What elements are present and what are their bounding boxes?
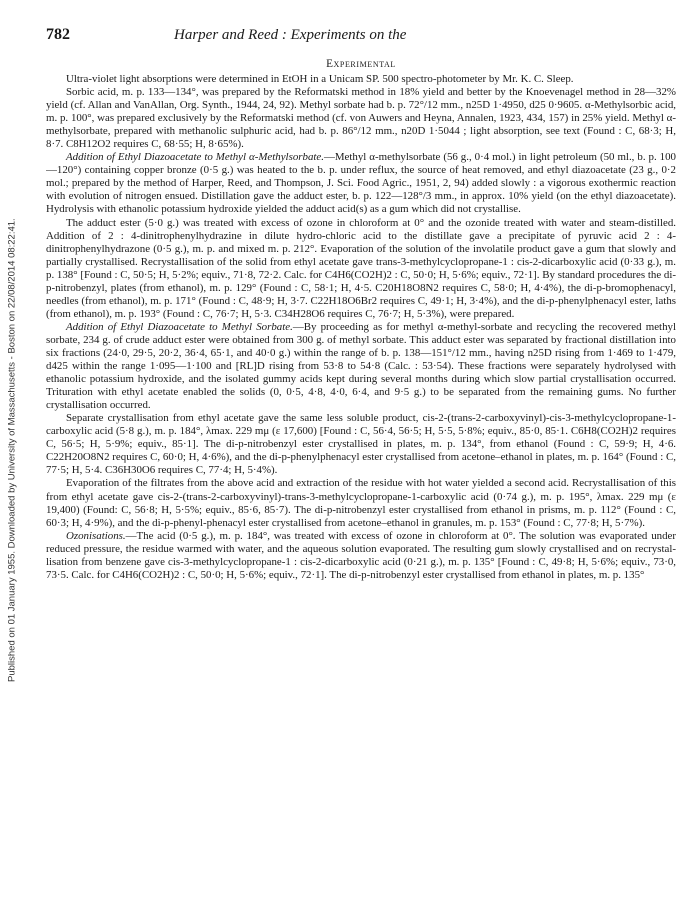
section-body xyxy=(46,73,676,582)
paragraph-lead: Addition of Ethyl Diazoacetate to Methyl α-Methylsorbate. xyxy=(66,151,324,164)
paragraph-text: Ultra-violet light absorptions were determined in EtOH in a Unicam SP. 500 spectro-photometer by Mr. K. C. Sleep. xyxy=(66,73,574,85)
paragraph xyxy=(46,217,676,321)
paragraph-lead: Ozonisations. xyxy=(66,529,126,542)
page-header xyxy=(46,26,676,44)
download-side-note: Published on 01 January 1955. Downloaded by University of Massachusetts - Boston on 22/08/2014 08:22:41. xyxy=(6,218,18,682)
paragraph-text: —By proceeding as for methyl α-methyl-sorbate and recycling the recovered methyl sorbate, 234 g. of crude adduct ester were obtained from 300 g. of methyl sorbate. This adduct ester was separated by fractional distillation into six fractions (24·0, 29·5, 20·2, 36·4, 65·1, and 40·0 g.) within the range of b. p. 138—151°/12 mm., having n25D rising from 1·469 to 1·479, d425 within the range 1·095—1·100 and [RL]D rising from 53·8 to 54·8 (Calc. : 53·54). These fractions were separately hydrolysed with ethanolic potassium hydroxide, and the isolated gummy acids kept during several months during which slow partial crystallisation occurred. Trituration with ethyl acetate enabled the solids (0, 0·5, 4·8, 4·0, 6·4, and 9·5 g.) to be separated from the remaining gums. No further crystallisation occurred. xyxy=(46,320,676,412)
paragraph-text: Evaporation of the filtrates from the above acid and extraction of the residue with hot water yielded a second acid. Recrystallisation of this from ethyl acetate gave cis-2-(trans-2-carboxyvinyl)-trans-3-methylcyclopropane-1-carboxylic acid (0·74 g.), m. p. 195°, λmax. 229 mμ (ε 19,400) (Found: C, 56·8; H, 5·5%; equiv., 85·6, 85·7). The di-p-nitrobenzyl ester crystallised from ethanol in prisms, m. p. 112° (Found : C, 60·3; H, 4·9%), and the di-p-phenyl-phenacyl ester crystallised from acetone–ethanol in granules, m. p. 153° (Found : C, 77·8; H, 5·7%). xyxy=(46,477,676,529)
paragraph xyxy=(46,321,676,412)
paragraph-text: Sorbic acid, m. p. 133—134°, was prepared by the Reformatski method in 18% yield and better by the Knoevenagel method in 28—32% yield (cf. Allan and VanAllan, Org. Synth., 1944, 24, 92). Methyl sorbate had b. p. 72°/12 mm., n25D 1·4950, d25 0·9605. α-Methylsorbic acid, m. p. 100°, was prepared exclusively by the Reformatski method (cf. von Auwers and Heyna, Annalen, 1923, 434, 157) in 25% yield. Methyl α-methylsorbate, prepared with methanolic sulphuric acid, had b. p. 86°/12 mm., n20D 1·5044 ; light absorption, see text (Found : C, 68·3; H, 8·7. C8H12O2 requires C, 68·55; H, 8·65%). xyxy=(46,86,676,151)
paragraph-text: Separate crystallisation from ethyl acetate gave the same less soluble product, cis-2-(trans-2-carboxyvinyl)-cis-3-methylcyclopropane-1-carboxylic acid (5·8 g.), m. p. 184°, λmax. 229 mμ (ε 17,600) [Found : C, 56·4, 56·5; H, 5·5, 5·8%; equiv., 85·0, 85·1. C6H8(CO2H)2 requires C, 56·5; H, 5·9%; equiv., 85·1]. The di-p-nitrobenzyl ester crystallised in plates, m. p. 134°, from ethanol (Found : C, 59·9; H, 4·6. C22H20O8N2 requires C, 60·0; H, 4·6%), and the di-p-phenylphenacyl ester crystallised from acetone–ethanol in plates, m. p. 164° (Found : C, 77·5; H, 5·4. C36H30O6 requires C, 77·4; H, 5·4%). xyxy=(46,412,676,477)
paragraph-text: The adduct ester (5·0 g.) was treated with excess of ozone in chloroform at 0° and the ozonide treated with water and steam-distilled. Addition of 2 : 4-dinitrophenylhydrazine in dilute hydro-chloric acid to the distillate gave a precipitate of pyruvic acid 2 : 4-dinitrophenylhydrazone (0·5 g.), m. p. and mixed m. p. 212°. Evaporation of the solution of the involatile product gave a gum that slowly and partially crystallised. Recrystallisation of the solid from ethyl acetate gave trans-3-methylcyclopropane-1 : cis-2-dicarboxylic acid (0·33 g.), m. p. 138° [Found : C, 50·5; H, 5·2%; equiv., 71·8, 72·2. Calc. for C4H6(CO2H)2 : C, 50·0; H, 5·6%; equiv., 72·1]. By standard procedures the di-p-nitrobenzyl, plates (from ethanol), m. p. 129° (Found : C, 58·1; H, 4·5. C20H18O8N2 requires C, 58·0; H, 4·4%), the di-p-bromophenacyl, needles (from ethanol), m. p. 171° (Found : C, 48·9; H, 3·7. C22H18O6Br2 requires C, 49·1; H, 3·4%), and the di-p-phenylphenacyl ester, laths (from ethanol), m. p. 193° (Found : C, 76·7; H, 5·3. C34H28O6 requires C, 76·7; H, 5·3%), were prepared. xyxy=(46,216,676,320)
paragraph xyxy=(46,412,676,477)
paragraph xyxy=(46,477,676,529)
paragraph xyxy=(46,530,676,582)
journal-page xyxy=(46,26,676,906)
page-number: 782 xyxy=(46,26,70,43)
paragraph xyxy=(46,86,676,151)
section-heading: Experimental xyxy=(326,58,396,70)
paragraph xyxy=(46,73,676,86)
paragraph-text: —Methyl α-methylsorbate (56 g., 0·4 mol.) in light petroleum (50 ml., b. p. 100—120°) containing copper bronze (0·5 g.) was heated to the b. p. under reflux, the source of heat removed, and ethyl diazoacetate (23 g., 0·2 mol.; prepared by the method of Harper, Reed, and Thompson, J. Sci. Food Agric., 1951, 2, 94) added slowly : a vigorous exothermic reaction with evolution of nitrogen ensued. Distillation gave the adduct ester, b. p. 122—128°/3 mm., in approx. 10% yield (on the ethyl diazoacetate). Hydrolysis with ethanolic potassium hydroxide yielded the adduct acid(s) as a gum which did not crystallise. xyxy=(46,151,676,216)
running-title: Harper and Reed : Experiments on the xyxy=(174,27,407,43)
paragraph-text: —The acid (0·5 g.), m. p. 184°, was treated with excess of ozone in chloroform at 0°. The solution was evaporated under reduced pressure, the residue warmed with water, and the aqueous solution evaporated. The resulting gum slowly crystallised and on recrystal-lisation from benzene gave cis-3-methylcyclopropane-1 : cis-2-dicarboxylic acid (0·21 g.), m. p. 135° [Found : C, 49·8; H, 5·6%; equiv., 73·0, 73·5. Calc. for C4H6(CO2H)2 : C, 50·0; H, 5·6%; equiv., 72·1]. The di-p-nitrobenzyl ester crystallised from ethanol in plates, m. p. 135° xyxy=(46,529,676,581)
paragraph xyxy=(46,151,676,216)
paragraph-lead: Addition of Ethyl Diazoacetate to Methyl Sorbate. xyxy=(66,320,293,333)
